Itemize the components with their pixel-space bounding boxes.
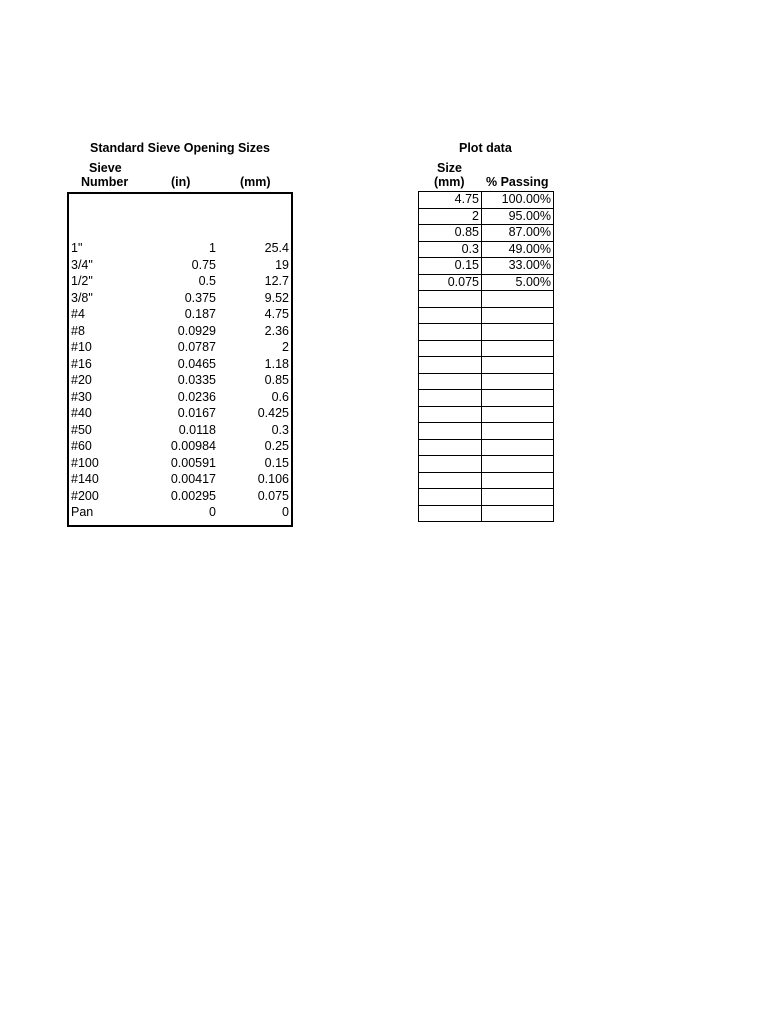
opening-mm-cell: 0.6: [271, 389, 289, 404]
header-sieve-line2: Number: [81, 175, 129, 189]
header-passing: % Passing: [486, 175, 549, 189]
opening-mm-cell: 0.25: [264, 439, 289, 453]
sieve-number-cell: 1": [71, 241, 83, 255]
size-mm-cell[interactable]: [419, 423, 482, 440]
plot-row: [419, 291, 554, 308]
opening-in-cell: 0.00417: [170, 472, 216, 486]
opening-mm-cell: 0.425: [257, 406, 289, 420]
header-sieve-line1: Sieve: [89, 161, 122, 175]
sieve-row: [69, 455, 291, 472]
opening-in-cell: 0.0929: [177, 323, 216, 338]
sieve-row: [69, 422, 291, 439]
percent-passing-cell[interactable]: [482, 373, 554, 390]
opening-in-cell: 0.187: [184, 307, 216, 321]
opening-mm-cell: 12.7: [264, 274, 289, 288]
percent-passing-cell[interactable]: 33.00%: [482, 258, 554, 275]
sieve-row: [69, 372, 291, 389]
sieve-row: [69, 257, 291, 274]
sieve-number-cell: Pan: [71, 505, 94, 519]
header-in: (in): [171, 175, 191, 189]
size-mm-cell[interactable]: 0.075: [419, 274, 482, 291]
opening-mm-cell: 25.4: [264, 241, 289, 255]
sieve-number-cell: #10: [71, 340, 92, 354]
size-mm-cell[interactable]: [419, 456, 482, 473]
header-mm: (mm): [240, 175, 271, 189]
plot-row: [419, 258, 554, 275]
size-mm-cell[interactable]: [419, 357, 482, 374]
plot-row: [419, 439, 554, 456]
opening-in-cell: 0.375: [184, 290, 216, 305]
sieve-row: [69, 471, 291, 488]
opening-in-cell: 0.0118: [178, 422, 216, 437]
plot-data-title: Plot data: [459, 141, 512, 155]
plot-row: [419, 340, 554, 357]
sieve-number-cell: #140: [71, 472, 99, 486]
opening-in-cell: 0.75: [191, 257, 216, 272]
sieve-number-cell: 3/8": [71, 290, 93, 305]
plot-row: [419, 423, 554, 440]
size-mm-cell[interactable]: 0.3: [419, 241, 482, 258]
percent-passing-cell[interactable]: [482, 390, 554, 407]
opening-in-cell: 1: [209, 241, 216, 255]
sieve-row: [69, 438, 291, 455]
sieve-number-cell: #20: [71, 373, 92, 387]
opening-in-cell: 0.0465: [177, 356, 216, 371]
sieve-number-cell: #200: [71, 488, 99, 503]
opening-in-cell: 0.0167: [177, 406, 216, 420]
percent-passing-cell[interactable]: 5.00%: [482, 274, 554, 291]
percent-passing-cell[interactable]: [482, 456, 554, 473]
size-mm-cell[interactable]: [419, 291, 482, 308]
sieve-row: [69, 405, 291, 422]
percent-passing-cell[interactable]: 49.00%: [482, 241, 554, 258]
plot-row: [419, 208, 554, 225]
percent-passing-cell[interactable]: [482, 357, 554, 374]
opening-in-cell: 0.00295: [170, 488, 216, 503]
plot-row: [419, 489, 554, 506]
plot-row: [419, 505, 554, 522]
sieve-number-cell: #100: [71, 455, 99, 470]
opening-in-cell: 0.00984: [170, 439, 216, 453]
size-mm-cell[interactable]: [419, 307, 482, 324]
size-mm-cell[interactable]: [419, 489, 482, 506]
plot-row: [419, 241, 554, 258]
plot-row: [419, 307, 554, 324]
opening-in-cell: 0.5: [198, 274, 216, 288]
sieve-table: [67, 192, 293, 527]
sieve-row: [69, 323, 291, 340]
sieve-number-cell: #50: [71, 422, 92, 437]
percent-passing-cell[interactable]: [482, 307, 554, 324]
opening-mm-cell: 9.52: [264, 290, 289, 305]
size-mm-cell[interactable]: [419, 324, 482, 341]
opening-mm-cell: 0.075: [257, 488, 289, 503]
size-mm-cell[interactable]: [419, 340, 482, 357]
sieve-number-cell: #40: [71, 406, 92, 420]
opening-mm-cell: 0.85: [264, 373, 289, 387]
size-mm-cell[interactable]: 4.75: [419, 192, 482, 209]
percent-passing-cell[interactable]: [482, 340, 554, 357]
size-mm-cell[interactable]: [419, 505, 482, 522]
sieve-row: [69, 339, 291, 356]
plot-row: [419, 357, 554, 374]
size-mm-cell[interactable]: [419, 390, 482, 407]
percent-passing-cell[interactable]: 100.00%: [482, 192, 554, 209]
plot-row: [419, 324, 554, 341]
size-mm-cell[interactable]: [419, 406, 482, 423]
plot-row: [419, 390, 554, 407]
sieve-row: [69, 273, 291, 290]
sieve-table-title: Standard Sieve Opening Sizes: [90, 141, 270, 155]
opening-in-cell: 0.0236: [177, 389, 216, 404]
percent-passing-cell[interactable]: [482, 472, 554, 489]
sieve-number-cell: #60: [71, 439, 92, 453]
sieve-number-cell: #8: [71, 323, 85, 338]
opening-in-cell: 0: [209, 505, 216, 519]
percent-passing-cell[interactable]: [482, 324, 554, 341]
opening-mm-cell: 0.106: [257, 472, 289, 486]
sieve-row: [69, 504, 291, 521]
percent-passing-cell[interactable]: [482, 291, 554, 308]
sieve-row: [69, 488, 291, 505]
percent-passing-cell[interactable]: [482, 423, 554, 440]
sieve-row: [69, 389, 291, 406]
plot-row: [419, 456, 554, 473]
percent-passing-cell[interactable]: [482, 439, 554, 456]
opening-mm-cell: 4.75: [264, 307, 289, 321]
opening-mm-cell: 0.15: [264, 455, 289, 470]
size-mm-cell[interactable]: 0.15: [419, 258, 482, 275]
sieve-row: [69, 306, 291, 323]
size-mm-cell[interactable]: [419, 373, 482, 390]
size-mm-cell[interactable]: 0.85: [419, 225, 482, 242]
sieve-row: [69, 240, 291, 257]
plot-row: [419, 192, 554, 209]
opening-mm-cell: 0: [282, 505, 289, 519]
plot-row: [419, 274, 554, 291]
sieve-number-cell: #4: [71, 307, 85, 321]
sieve-row: [69, 290, 291, 307]
percent-passing-cell[interactable]: 95.00%: [482, 208, 554, 225]
sieve-number-cell: 1/2": [71, 274, 93, 288]
percent-passing-cell[interactable]: 87.00%: [482, 225, 554, 242]
header-size-line2: (mm): [434, 175, 465, 189]
percent-passing-cell[interactable]: [482, 406, 554, 423]
opening-mm-cell: 2.36: [264, 323, 289, 338]
sieve-number-cell: #30: [71, 389, 92, 404]
opening-mm-cell: 19: [275, 257, 289, 272]
size-mm-cell[interactable]: 2: [419, 208, 482, 225]
opening-in-cell: 0.0335: [177, 373, 216, 387]
percent-passing-cell[interactable]: [482, 489, 554, 506]
opening-mm-cell: 1.18: [264, 356, 289, 371]
plot-row: [419, 225, 554, 242]
size-mm-cell[interactable]: [419, 439, 482, 456]
plot-data-table: [418, 191, 554, 522]
percent-passing-cell[interactable]: [482, 505, 554, 522]
sieve-row: [69, 356, 291, 373]
opening-mm-cell: 2: [282, 340, 289, 354]
plot-row: [419, 373, 554, 390]
plot-row: [419, 406, 554, 423]
opening-mm-cell: 0.3: [271, 422, 289, 437]
size-mm-cell[interactable]: [419, 472, 482, 489]
opening-in-cell: 0.0787: [177, 340, 216, 354]
opening-in-cell: 0.00591: [170, 455, 216, 470]
plot-row: [419, 472, 554, 489]
sieve-number-cell: 3/4": [71, 257, 93, 272]
header-size-line1: Size: [437, 161, 463, 175]
sieve-number-cell: #16: [71, 356, 92, 371]
